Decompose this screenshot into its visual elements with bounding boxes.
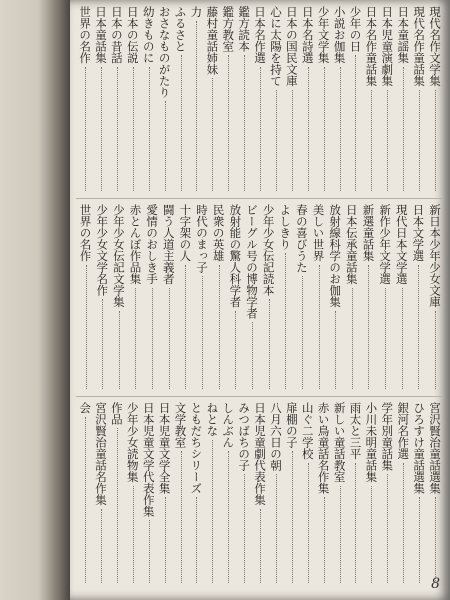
leader-dots xyxy=(100,509,102,584)
leader-dots xyxy=(101,299,104,389)
index-entry xyxy=(126,402,140,586)
leader-dots xyxy=(323,67,325,192)
entry-title: 十字架の人 xyxy=(178,204,193,262)
index-entry xyxy=(349,6,363,194)
leader-dots xyxy=(148,520,150,583)
entry-title: 日本児童文学全集 xyxy=(157,402,172,494)
leader-dots xyxy=(100,67,102,192)
index-entry xyxy=(285,6,299,194)
index-entry xyxy=(344,204,359,392)
leader-dots xyxy=(132,67,134,192)
leader-dots xyxy=(250,322,253,389)
index-entry xyxy=(161,204,176,392)
entry-title: 藤村童話姉妹 xyxy=(205,6,220,75)
index-entry xyxy=(269,6,283,194)
leader-dots xyxy=(355,463,357,584)
index-entry xyxy=(311,204,326,392)
leader-dots xyxy=(433,311,436,390)
leader-dots xyxy=(323,497,325,583)
leader-dots xyxy=(275,474,277,583)
entry-title: 山ぐ二学校 xyxy=(300,402,315,460)
index-entry xyxy=(190,402,204,586)
entry-title: ひろすけ童話選集 xyxy=(412,402,427,494)
index-entry xyxy=(174,6,188,194)
entry-title: ふるさと xyxy=(173,6,188,52)
leader-dots xyxy=(400,288,403,390)
entry-title: 少年少女読物集 xyxy=(125,402,140,483)
leader-dots xyxy=(307,463,309,584)
index-entry xyxy=(411,204,426,392)
leader-dots xyxy=(434,90,436,192)
index-entry xyxy=(221,402,235,586)
entry-title: 宮沢賢治童話選集 xyxy=(428,402,442,494)
leader-dots xyxy=(234,311,237,390)
entry-title: 力 xyxy=(189,6,204,18)
leader-dots xyxy=(116,428,118,583)
entry-title: 現代名作童話集 xyxy=(412,6,427,87)
index-entry xyxy=(111,204,126,392)
index-entry xyxy=(110,402,124,586)
index-band-middle xyxy=(76,204,442,392)
index-entry xyxy=(205,402,219,586)
index-entry xyxy=(428,402,442,586)
entry-title: 宮沢賢治童話名作集 xyxy=(94,402,108,506)
index-entry xyxy=(253,6,267,194)
entry-title: 世界の名作 xyxy=(78,6,93,64)
index-entry xyxy=(126,6,140,194)
leader-dots xyxy=(386,474,388,583)
leader-dots xyxy=(267,299,270,389)
entry-title: 心に太陽を持て xyxy=(269,6,283,87)
entry-title: 新しい童話教室 xyxy=(332,402,347,483)
leader-dots xyxy=(164,101,166,191)
leader-dots xyxy=(184,265,187,390)
index-entry xyxy=(211,204,226,392)
entry-title: 日本名作童話集 xyxy=(364,6,379,87)
leader-dots xyxy=(150,288,153,390)
leader-dots xyxy=(148,67,150,192)
entry-title: 春の喜びうた xyxy=(294,204,309,273)
leader-dots xyxy=(180,55,182,191)
index-entry xyxy=(380,6,394,194)
leader-dots xyxy=(243,474,245,583)
entry-title: 小説お伽集 xyxy=(332,6,347,64)
leader-dots xyxy=(259,67,261,192)
entry-title: 民衆の英雄 xyxy=(211,204,226,262)
leader-dots xyxy=(284,253,287,389)
index-entry xyxy=(174,402,188,586)
entry-title: 少年の日 xyxy=(348,6,363,52)
index-entry xyxy=(328,204,343,392)
entry-title: 新選童話集 xyxy=(361,204,376,262)
entry-title: 赤とんぼ作品集 xyxy=(128,204,143,285)
leader-dots xyxy=(334,311,337,390)
leader-dots xyxy=(211,440,213,584)
leader-dots xyxy=(418,497,420,583)
leader-dots xyxy=(402,463,404,584)
leader-dots xyxy=(370,486,372,584)
entry-title: 日本児童演劇集 xyxy=(380,6,395,87)
index-entry xyxy=(237,402,251,586)
entry-title: 学年別童話集 xyxy=(380,402,395,471)
facing-page-edge xyxy=(0,0,70,600)
index-entry xyxy=(380,402,394,586)
leader-dots xyxy=(402,67,404,192)
index-entry xyxy=(394,204,409,392)
index-entry xyxy=(317,6,331,194)
entry-title: 鑑方教室 xyxy=(221,6,236,52)
page-number: 8 xyxy=(431,576,440,592)
index-entry xyxy=(412,6,426,194)
entry-title: 日本童謡集 xyxy=(396,6,411,64)
index-entry xyxy=(361,204,376,392)
index-entry xyxy=(178,204,193,392)
index-entry xyxy=(317,402,331,586)
leader-dots xyxy=(367,265,370,390)
leader-dots xyxy=(117,311,120,390)
entry-title: 日本名詩選 xyxy=(300,6,315,64)
entry-title: 文学教室 xyxy=(173,402,188,448)
entry-title: 八月六日の朝 xyxy=(269,402,283,471)
entry-title: 新作少年文学選 xyxy=(378,204,393,285)
entry-title: 世界の名作 xyxy=(78,204,93,262)
leader-dots xyxy=(217,265,220,390)
leader-dots xyxy=(339,486,341,584)
index-entry xyxy=(396,402,410,586)
index-entry xyxy=(269,402,283,586)
index-entry xyxy=(94,6,108,194)
entry-title: ビーグル号の博物学者 xyxy=(244,204,259,319)
entry-title: 扉棚の子 xyxy=(284,402,299,448)
index-entry xyxy=(301,6,315,194)
index-entry xyxy=(78,6,92,194)
leader-dots xyxy=(275,90,277,192)
index-entry xyxy=(95,204,110,392)
entry-title: 日本児童文学代表作集 xyxy=(141,402,156,517)
band-divider xyxy=(76,198,442,199)
leader-dots xyxy=(200,276,203,389)
entry-title: 美しい世界 xyxy=(311,204,326,262)
leader-dots xyxy=(434,497,436,583)
leader-dots xyxy=(116,67,118,192)
entry-title: ともだちシリーズ xyxy=(189,402,204,494)
entry-title: 日本文学選 xyxy=(411,204,426,262)
leader-dots xyxy=(164,497,166,583)
index-entry xyxy=(228,204,243,392)
leader-dots xyxy=(386,90,388,192)
entry-title: 小川未明童話集 xyxy=(364,402,379,483)
index-entry xyxy=(349,402,363,586)
index-entry xyxy=(396,6,410,194)
band-divider xyxy=(76,396,442,397)
entry-title: 愛情のおしき手 xyxy=(145,204,160,285)
index-entry xyxy=(128,204,143,392)
leader-dots xyxy=(417,265,420,390)
entry-title: 少年少女文学名作 xyxy=(95,204,110,296)
index-entry xyxy=(285,402,299,586)
index-entry xyxy=(253,402,267,586)
index-entry xyxy=(205,6,219,194)
leader-dots xyxy=(84,265,87,390)
leader-dots xyxy=(355,55,357,191)
index-entry xyxy=(244,204,259,392)
index-entry xyxy=(364,402,378,586)
entry-title: 現代日本文学選 xyxy=(394,204,409,285)
index-entry xyxy=(377,204,392,392)
index-band-bottom xyxy=(76,402,442,586)
entry-title: 少年少女伝記読本 xyxy=(261,204,276,296)
entry-title: 銀河名作選 xyxy=(396,402,411,460)
entry-title: 闘う人道主義者 xyxy=(161,204,176,285)
entry-title: 雨太と三平 xyxy=(348,402,363,460)
leader-dots xyxy=(291,451,293,583)
entry-title: おさなものがたり xyxy=(157,6,172,98)
entry-title: 放射能の驚人科学者 xyxy=(228,204,243,308)
entry-title: 日本童話集 xyxy=(94,6,108,64)
index-entry xyxy=(427,204,442,392)
index-entry xyxy=(412,402,426,586)
leader-dots xyxy=(132,486,134,584)
entry-title: 日本の伝説 xyxy=(125,6,140,64)
entry-title: 時代のまっ子 xyxy=(195,204,210,273)
leader-dots xyxy=(211,78,213,191)
index-entry xyxy=(144,204,159,392)
entry-title: 放射線科学のお伽集 xyxy=(328,204,343,308)
leader-dots xyxy=(339,67,341,192)
entry-title: 日本伝承童話集 xyxy=(344,204,359,285)
entry-title: 日本の国民文庫 xyxy=(284,6,299,87)
leader-dots xyxy=(259,509,261,584)
leader-dots xyxy=(196,497,198,583)
entry-title: 少年少女伝記文学集 xyxy=(111,204,126,308)
index-entry xyxy=(237,6,251,194)
leader-dots xyxy=(167,288,170,390)
leader-dots xyxy=(383,288,386,390)
index-entry xyxy=(190,6,204,194)
index-entry xyxy=(364,6,378,194)
entry-title: しんぶん xyxy=(221,402,236,448)
index-entry xyxy=(428,6,442,194)
index-entry xyxy=(78,204,93,392)
leader-dots xyxy=(180,451,182,583)
leader-dots xyxy=(370,90,372,192)
entry-title: 新日本少年少女文庫 xyxy=(428,204,442,308)
leader-dots xyxy=(307,67,309,192)
book-page xyxy=(70,0,450,600)
leader-dots xyxy=(291,90,293,192)
index-entry xyxy=(158,402,172,586)
entry-title: 幼きものに xyxy=(141,6,156,64)
entry-title: 日本の昔話 xyxy=(109,6,124,64)
leader-dots xyxy=(243,55,245,191)
entry-title: 会 xyxy=(78,402,93,414)
entry-title: 日本児童劇代表作集 xyxy=(253,402,268,506)
entry-title: 鑑方読本 xyxy=(237,6,252,52)
leader-dots xyxy=(227,55,229,191)
index-band-top xyxy=(76,6,442,194)
index-entry xyxy=(158,6,172,194)
index-entry xyxy=(294,204,309,392)
index-entry xyxy=(110,6,124,194)
index-entry xyxy=(301,402,315,586)
leader-dots xyxy=(300,276,303,389)
entry-title: ねとな xyxy=(205,402,220,437)
index-entry xyxy=(194,204,209,392)
index-entry xyxy=(221,6,235,194)
index-entry xyxy=(261,204,276,392)
leader-dots xyxy=(317,265,320,390)
leader-dots xyxy=(418,90,420,192)
entry-title: みつばちの子 xyxy=(237,402,252,471)
entry-title: 現代名作文学集 xyxy=(428,6,442,87)
entry-title: 日本名作選 xyxy=(253,6,268,64)
index-entry xyxy=(333,6,347,194)
entry-title: よしきり xyxy=(278,204,293,250)
leader-dots xyxy=(134,288,137,390)
entry-title: 少年文学集 xyxy=(316,6,331,64)
index-entry xyxy=(333,402,347,586)
leader-dots xyxy=(227,451,229,583)
index-entry xyxy=(278,204,293,392)
index-entry xyxy=(78,402,92,586)
leader-dots xyxy=(84,417,86,584)
entry-title: 赤い鳥童話名作集 xyxy=(316,402,331,494)
leader-dots xyxy=(84,67,86,192)
index-entry xyxy=(94,402,108,586)
index-entry xyxy=(142,402,156,586)
leader-dots xyxy=(196,21,198,192)
leader-dots xyxy=(350,288,353,390)
entry-title: 作品 xyxy=(109,402,124,425)
index-entry xyxy=(142,6,156,194)
